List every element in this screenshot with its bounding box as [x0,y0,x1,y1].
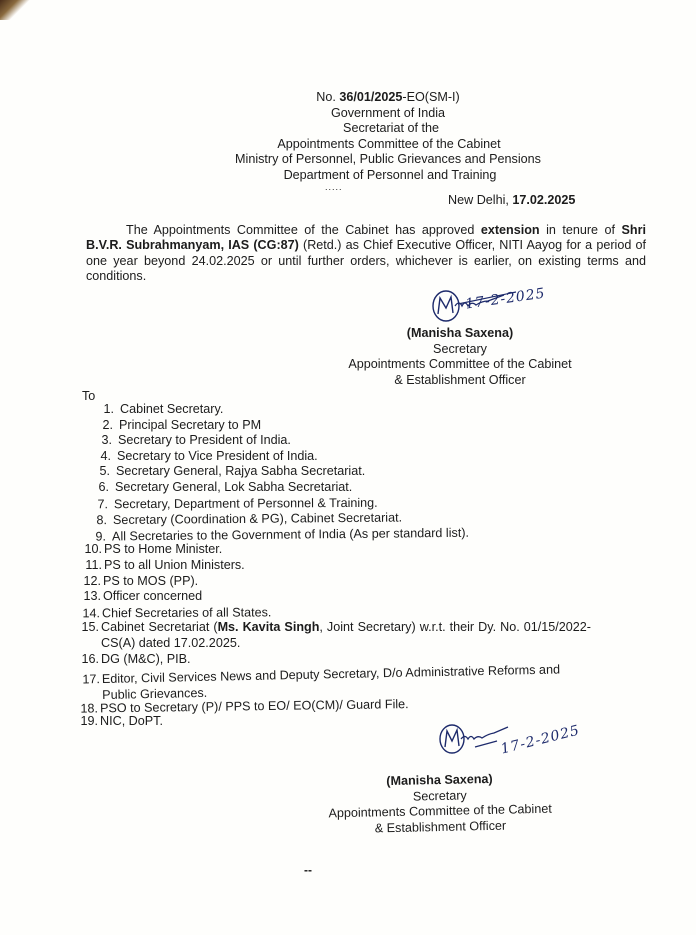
footer-mark: -- [304,863,312,877]
recipient-number: 3. [101,433,112,448]
reference-number [0,90,696,106]
recipient-number: 14. [82,605,101,621]
recipient-text: PS to MOS (PP). [103,573,199,588]
signatory-org: Appointments Committee of the Cabinet [348,357,572,371]
para-text-3: (Retd.) as Chief Executive Officer, NITI Aayog for a period of one year beyond 24.02.2025 or until further orders, whichever is earlier, on existing terms and conditions. [86,238,647,283]
recipient-text: PSO to Secretary (P)/ PPS to EO/ EO(CM)/ Guard File. [99,697,409,716]
signatory-org: Appointments Committee of the Cabinet [328,801,552,821]
recipient-number: 7. [97,496,109,511]
recipient-item [92,402,608,418]
para-text-1: The Appointments Committee of the Cabinet has approved [126,223,481,237]
recipient-number: 12. [83,573,101,588]
header-line-department: Department of Personnel and Training [283,167,497,182]
order-paragraph [86,223,646,284]
recipient-text: Secretary to President of India. [118,433,291,448]
officer-name: Shri B.V.R. Subrahmanyam, IAS (CG:87) [86,223,646,253]
place: New Delhi, [448,193,513,207]
recipient-number: 13. [83,589,101,604]
recipient-item [91,418,608,434]
recipient-item [80,558,608,574]
recipient-text: PS to all Union Ministers. [104,557,245,572]
recipient-number: 1. [103,402,114,416]
recipient-number: 15. [81,620,99,635]
signature-block-1 [340,326,580,388]
recipient-text: Editor, Civil Services News and Deputy Secretary, D/o Administrative Reforms and Public Grievances. [101,662,561,702]
recipients-label: To [82,389,96,403]
recipient-number: 19. [80,713,98,728]
reference-suffix: -EO(SM-I) [402,90,460,104]
recipient-number: 10. [84,542,102,557]
recipient-item [77,620,608,651]
recipient-text: Secretary General, Rajya Sabha Secretariat. [116,464,366,479]
recipient-number: 2. [102,417,113,432]
recipient-text: Secretary, Department of Personnel & Training. [113,495,378,511]
recipient-item [89,449,608,465]
signatory-role: & Establishment Officer [374,818,507,835]
recipient-text: Cabinet Secretary. [120,402,224,416]
header-line-ministry: Ministry of Personnel, Public Grievances and Pensions [235,152,541,166]
recipient-text: Secretary (Coordination & PG), Cabinet Secretariat. [112,510,403,528]
recipient-text: Chief Secretaries of all States. [101,605,272,620]
reference-prefix: No. [316,90,340,104]
para-bold-extension: extension [480,223,540,237]
recipient-text: Secretary General, Lok Sabha Secretariat. [115,479,353,494]
recipient-number: 9. [95,529,107,544]
recipient-item [79,589,608,605]
recipient-text: DG (M&C), PIB. [101,651,191,666]
recipient-number: 11. [85,557,102,572]
place-date [448,193,575,207]
signatory-role: & Establishment Officer [394,372,526,387]
signatory-title: Secretary [412,787,467,804]
recipient-text-pre: Cabinet Secretariat ( [101,620,218,635]
signatory-name: (Manisha Saxena) [386,771,493,789]
recipient-number: 4. [100,448,111,463]
letterhead [0,90,696,183]
recipient-text: PS to Home Minister. [104,542,223,557]
recipient-item [90,433,608,449]
signatory-name: (Manisha Saxena) [406,326,514,340]
header-line-secretariat: Secretariat of the [343,121,439,135]
recipient-item [88,464,608,480]
recipient-text: Secretary to Vice President of India. [117,448,318,463]
header-separator: ..... [325,182,343,192]
recipient-number: 6. [98,479,109,494]
header-line-committee: Appointments Committee of the Cabinet [277,136,501,151]
recipient-text: Principal Secretary to PM [119,417,262,432]
recipient-text-bold: Ms. Kavita Singh [217,620,320,635]
recipient-text: Officer concerned [103,589,203,604]
recipient-item [87,480,608,496]
recipient-item [78,603,608,621]
para-text-2: in tenure of [539,223,622,237]
signatory-title: Secretary [433,341,487,356]
issue-date: 17.02.2025 [512,193,576,207]
recipient-text: NIC, DoPT. [100,713,163,728]
recipient-number: 8. [96,513,108,528]
handwritten-date-2: 17-2-2025 [499,722,582,758]
recipient-item [80,542,608,558]
recipient-number: 5. [99,464,110,479]
recipient-text [101,620,591,651]
recipient-text-post: , Joint Secretary) w.r.t. their Dy. No. 01/15/2022-CS(A) dated 17.02.2025. [101,620,591,650]
recipient-text: All Secretaries to the Government of India (As per standard list). [111,525,470,544]
recipient-number: 17. [82,672,101,687]
recipients-list [80,402,608,729]
recipient-item [79,574,608,590]
signature-block-2 [309,770,570,837]
header-line-government: Government of India [330,105,446,120]
page-corner-fold [0,0,30,20]
reference-number-bold: 36/01/2025 [339,90,403,104]
recipient-number: 16. [81,651,99,666]
recipient-number: 18. [80,701,99,716]
handwritten-date-1: 17-2-2025 [464,285,547,313]
